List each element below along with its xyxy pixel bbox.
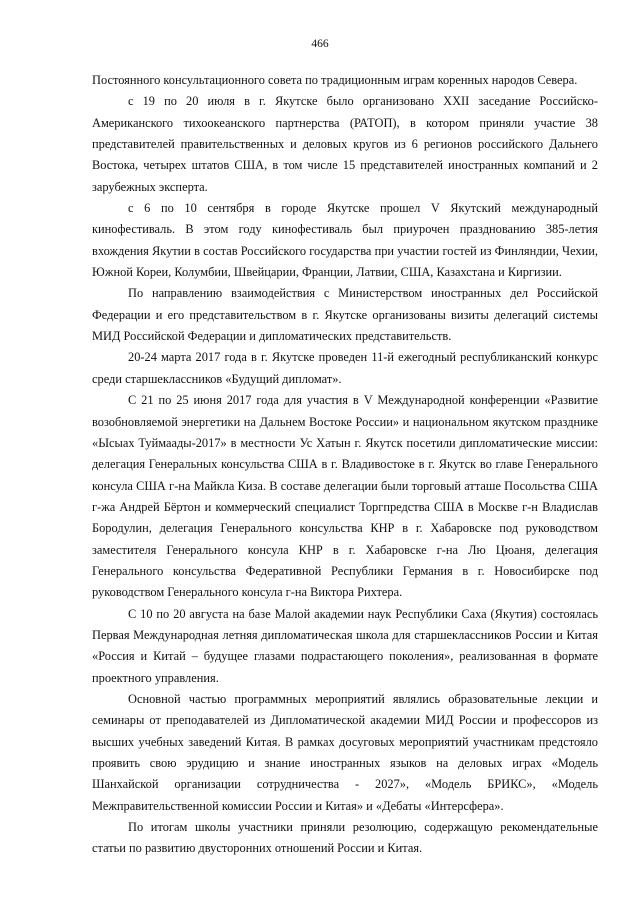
paragraph-school-program: Основной частью программных мероприятий являлись образовательные лекции и семинары от преподавателей из Дипломатической академии МИД России и профессоров из высших учебных заведений Китая. В рамках досуговых мероприятий участникам предстояло проявить свою эрудицию и знание иностранных языков на деловых играх «Модель Шанхайской организации сотрудничества - 2027», «Модель БРИКС», «Модель Межправительственной комиссии России и Китая» и «Дебаты «Интерсфера». bbox=[92, 691, 598, 813]
document-body bbox=[92, 70, 598, 860]
paragraph-ratop-meeting: с 19 по 20 июля в г. Якутске было организовано XXII заседание Российско-Американского тихоокеанского партнерства (РАТОП), в котором приняли участие 38 представителей правительственных и деловых кругов из 6 регионов российского Дальнего Востока, четырех штатов США, в том числе 15 представителей иностранных компаний и 2 зарубежных эксперта. bbox=[92, 94, 598, 194]
paragraph-film-festival: с 6 по 10 сентября в городе Якутске прошел V Якутский международный кинофестиваль. В этом году кинофестиваль был приурочен празднованию 385-летия вхождения Якутии в состав Российского государства при участии гостей из Финляндии, Чехии, Южной Кореи, Колумбии, Швейцарии, Франции, Латвии, США, Казахстана и Киргизии. bbox=[92, 201, 598, 280]
paragraph-resolution: По итогам школы участники приняли резолюцию, содержащую рекомендательные статьи по развитию двусторонних отношений России и Китая. bbox=[92, 820, 598, 856]
paragraph-mfa-cooperation: По направлению взаимодействия с Министерством иностранных дел Российской Федерации и его представительством в г. Якутске организованы визиты делегаций системы МИД Российской Федерации и дипломатических представительств. bbox=[92, 286, 598, 344]
page-number: 466 bbox=[311, 38, 329, 50]
paragraph-continuation: Постоянного консультационного совета по традиционным играм коренных народов Севера. bbox=[92, 73, 578, 87]
paragraph-future-diplomat-contest: 20-24 марта 2017 года в г. Якутске проведен 11-й ежегодный республиканский конкурс среди старшеклассников «Будущий дипломат». bbox=[92, 350, 598, 386]
paragraph-energy-conference: С 21 по 25 июня 2017 года для участия в V Международной конференции «Развитие возобновляемой энергетики на Дальнем Востоке России» и национальном якутском празднике «Ысыах Туймаады-2017» в местности Ус Хатын г. Якутск посетили дипломатические миссии: делегация Генеральных консульства США в г. Владивостоке в г. Якутск во главе Генерального консула США г-на Майкла Киза. В составе делегации были торговый атташе Посольства США г-жа Андрей Бёртон и коммерческий специалист Торгпредства США в Москве г-н Владислав Бородулин, делегация Генерального консульства КНР в г. Хабаровске под руководством заместителя Генерального консула КНР в г. Хабаровске г-на Лю Цюаня, делегация Генерального консульства Федеративной Республики Германия в г. Новосибирске под руководством Генерального консула г-на Виктора Рихтера. bbox=[92, 393, 598, 600]
paragraph-summer-school: С 10 по 20 августа на базе Малой академии наук Республики Саха (Якутия) состоялась Первая Международная летняя дипломатическая школа для старшеклассников России и Китая «Россия и Китай – будущее глазами подрастающего поколения», реализованная в формате проектного управления. bbox=[92, 606, 598, 685]
